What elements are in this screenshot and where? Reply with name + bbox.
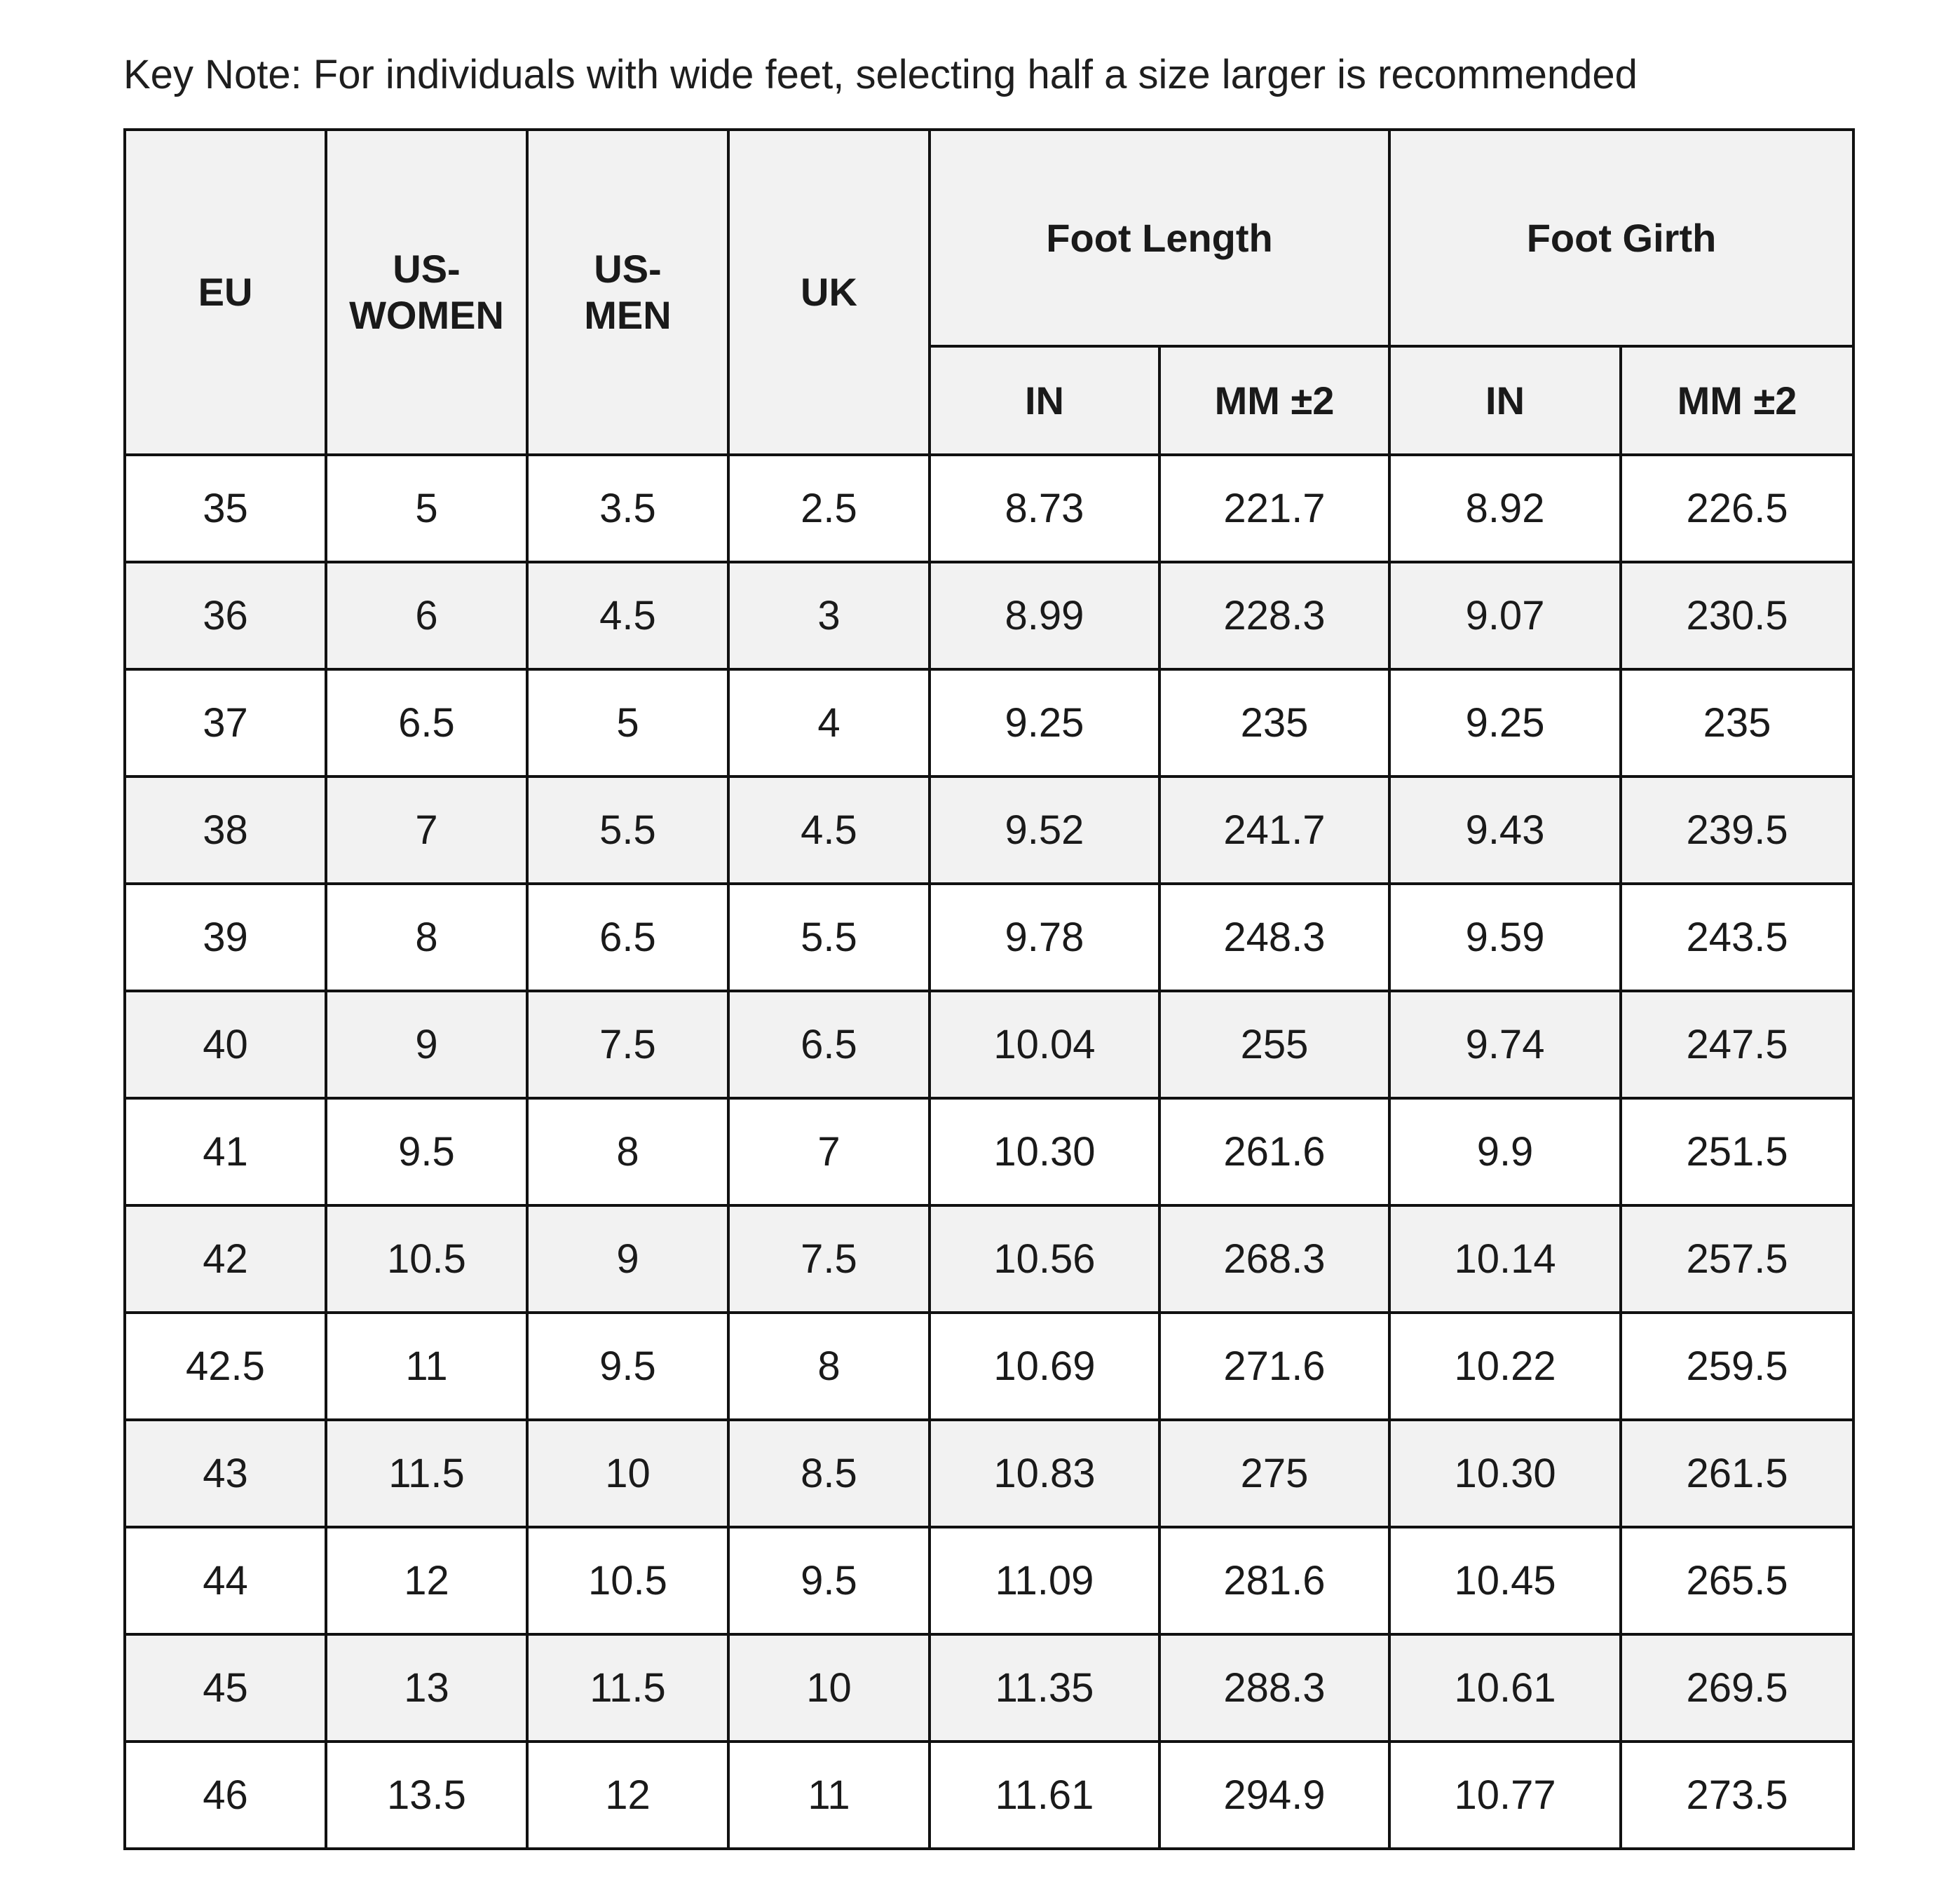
cell-girth-in: 9.74 <box>1389 991 1621 1098</box>
cell-length-mm: 294.9 <box>1159 1742 1389 1849</box>
cell-eu: 39 <box>125 884 326 991</box>
cell-us-men: 10 <box>527 1420 728 1527</box>
table-row <box>125 884 1853 991</box>
cell-us-men: 9.5 <box>527 1313 728 1420</box>
cell-girth-mm: 239.5 <box>1621 777 1853 884</box>
table-row <box>125 455 1853 562</box>
cell-us-women: 8 <box>326 884 527 991</box>
cell-girth-mm: 259.5 <box>1621 1313 1853 1420</box>
cell-us-men: 7.5 <box>527 991 728 1098</box>
cell-us-women: 10.5 <box>326 1205 527 1313</box>
cell-eu: 35 <box>125 455 326 562</box>
cell-girth-mm: 247.5 <box>1621 991 1853 1098</box>
cell-uk: 4.5 <box>728 777 930 884</box>
cell-girth-mm: 261.5 <box>1621 1420 1853 1527</box>
cell-us-men: 5 <box>527 669 728 777</box>
table-row <box>125 1205 1853 1313</box>
cell-length-in: 10.04 <box>930 991 1159 1098</box>
cell-eu: 42 <box>125 1205 326 1313</box>
cell-us-women: 6.5 <box>326 669 527 777</box>
cell-eu: 36 <box>125 562 326 669</box>
cell-girth-mm: 235 <box>1621 669 1853 777</box>
table-row <box>125 1313 1853 1420</box>
cell-us-women: 9 <box>326 991 527 1098</box>
table-row <box>125 669 1853 777</box>
cell-eu: 37 <box>125 669 326 777</box>
cell-us-men: 3.5 <box>527 455 728 562</box>
cell-us-women: 11.5 <box>326 1420 527 1527</box>
cell-girth-mm: 226.5 <box>1621 455 1853 562</box>
cell-us-men: 10.5 <box>527 1527 728 1634</box>
cell-uk: 10 <box>728 1634 930 1742</box>
table-row <box>125 777 1853 884</box>
cell-us-men: 12 <box>527 1742 728 1849</box>
cell-us-men: 9 <box>527 1205 728 1313</box>
cell-us-women: 7 <box>326 777 527 884</box>
cell-us-men: 6.5 <box>527 884 728 991</box>
cell-girth-mm: 269.5 <box>1621 1634 1853 1742</box>
cell-length-mm: 248.3 <box>1159 884 1389 991</box>
cell-uk: 7 <box>728 1098 930 1205</box>
cell-girth-in: 8.92 <box>1389 455 1621 562</box>
cell-length-mm: 268.3 <box>1159 1205 1389 1313</box>
cell-length-mm: 228.3 <box>1159 562 1389 669</box>
cell-girth-mm: 230.5 <box>1621 562 1853 669</box>
cell-us-men: 11.5 <box>527 1634 728 1742</box>
cell-eu: 43 <box>125 1420 326 1527</box>
cell-eu: 46 <box>125 1742 326 1849</box>
cell-girth-in: 10.77 <box>1389 1742 1621 1849</box>
cell-us-men: 8 <box>527 1098 728 1205</box>
cell-us-women: 12 <box>326 1527 527 1634</box>
cell-length-in: 11.09 <box>930 1527 1159 1634</box>
cell-uk: 11 <box>728 1742 930 1849</box>
header-us-women: US- WOMEN <box>326 130 527 455</box>
cell-girth-in: 9.9 <box>1389 1098 1621 1205</box>
header-length-mm: MM ±2 <box>1159 346 1389 455</box>
header-girth-mm: MM ±2 <box>1621 346 1853 455</box>
cell-girth-in: 9.25 <box>1389 669 1621 777</box>
cell-eu: 38 <box>125 777 326 884</box>
cell-length-in: 10.56 <box>930 1205 1159 1313</box>
cell-length-mm: 271.6 <box>1159 1313 1389 1420</box>
cell-uk: 4 <box>728 669 930 777</box>
cell-us-women: 9.5 <box>326 1098 527 1205</box>
cell-length-mm: 241.7 <box>1159 777 1389 884</box>
cell-length-mm: 261.6 <box>1159 1098 1389 1205</box>
header-foot-length: Foot Length <box>930 130 1389 346</box>
cell-girth-mm: 265.5 <box>1621 1527 1853 1634</box>
cell-uk: 7.5 <box>728 1205 930 1313</box>
cell-girth-mm: 243.5 <box>1621 884 1853 991</box>
cell-girth-in: 10.14 <box>1389 1205 1621 1313</box>
cell-girth-in: 10.45 <box>1389 1527 1621 1634</box>
cell-length-in: 11.61 <box>930 1742 1159 1849</box>
cell-length-in: 8.73 <box>930 455 1159 562</box>
cell-length-in: 10.30 <box>930 1098 1159 1205</box>
header-uk: UK <box>728 130 930 455</box>
cell-length-mm: 288.3 <box>1159 1634 1389 1742</box>
header-girth-in: IN <box>1389 346 1621 455</box>
table-row <box>125 991 1853 1098</box>
cell-eu: 41 <box>125 1098 326 1205</box>
table-row <box>125 1742 1853 1849</box>
cell-uk: 6.5 <box>728 991 930 1098</box>
cell-girth-in: 10.61 <box>1389 1634 1621 1742</box>
cell-length-mm: 281.6 <box>1159 1527 1389 1634</box>
cell-us-women: 5 <box>326 455 527 562</box>
key-note: Key Note: For individuals with wide feet, selecting half a size larger is recommended <box>123 52 1638 97</box>
cell-girth-mm: 257.5 <box>1621 1205 1853 1313</box>
table-row <box>125 1420 1853 1527</box>
cell-eu: 42.5 <box>125 1313 326 1420</box>
cell-girth-in: 10.30 <box>1389 1420 1621 1527</box>
cell-eu: 44 <box>125 1527 326 1634</box>
cell-us-men: 4.5 <box>527 562 728 669</box>
cell-eu: 45 <box>125 1634 326 1742</box>
cell-uk: 3 <box>728 562 930 669</box>
header-foot-girth: Foot Girth <box>1389 130 1853 346</box>
cell-uk: 9.5 <box>728 1527 930 1634</box>
cell-us-women: 11 <box>326 1313 527 1420</box>
size-chart-table <box>123 128 1855 1850</box>
cell-length-in: 8.99 <box>930 562 1159 669</box>
cell-uk: 2.5 <box>728 455 930 562</box>
table-row <box>125 1527 1853 1634</box>
cell-length-in: 9.78 <box>930 884 1159 991</box>
cell-length-in: 10.69 <box>930 1313 1159 1420</box>
cell-girth-in: 9.07 <box>1389 562 1621 669</box>
cell-girth-mm: 251.5 <box>1621 1098 1853 1205</box>
table-row <box>125 562 1853 669</box>
cell-length-in: 10.83 <box>930 1420 1159 1527</box>
cell-length-mm: 221.7 <box>1159 455 1389 562</box>
cell-length-in: 9.25 <box>930 669 1159 777</box>
cell-length-in: 11.35 <box>930 1634 1159 1742</box>
cell-girth-in: 10.22 <box>1389 1313 1621 1420</box>
cell-length-mm: 235 <box>1159 669 1389 777</box>
cell-girth-in: 9.59 <box>1389 884 1621 991</box>
cell-uk: 8.5 <box>728 1420 930 1527</box>
cell-length-mm: 255 <box>1159 991 1389 1098</box>
header-us-men: US- MEN <box>527 130 728 455</box>
cell-uk: 8 <box>728 1313 930 1420</box>
cell-eu: 40 <box>125 991 326 1098</box>
cell-girth-in: 9.43 <box>1389 777 1621 884</box>
cell-us-men: 5.5 <box>527 777 728 884</box>
cell-length-in: 9.52 <box>930 777 1159 884</box>
table-header <box>125 130 1853 455</box>
cell-length-mm: 275 <box>1159 1420 1389 1527</box>
cell-girth-mm: 273.5 <box>1621 1742 1853 1849</box>
cell-us-women: 6 <box>326 562 527 669</box>
table-body <box>125 455 1853 1849</box>
cell-us-women: 13 <box>326 1634 527 1742</box>
cell-uk: 5.5 <box>728 884 930 991</box>
table-row <box>125 1634 1853 1742</box>
header-length-in: IN <box>930 346 1159 455</box>
table-row <box>125 1098 1853 1205</box>
cell-us-women: 13.5 <box>326 1742 527 1849</box>
header-eu: EU <box>125 130 326 455</box>
